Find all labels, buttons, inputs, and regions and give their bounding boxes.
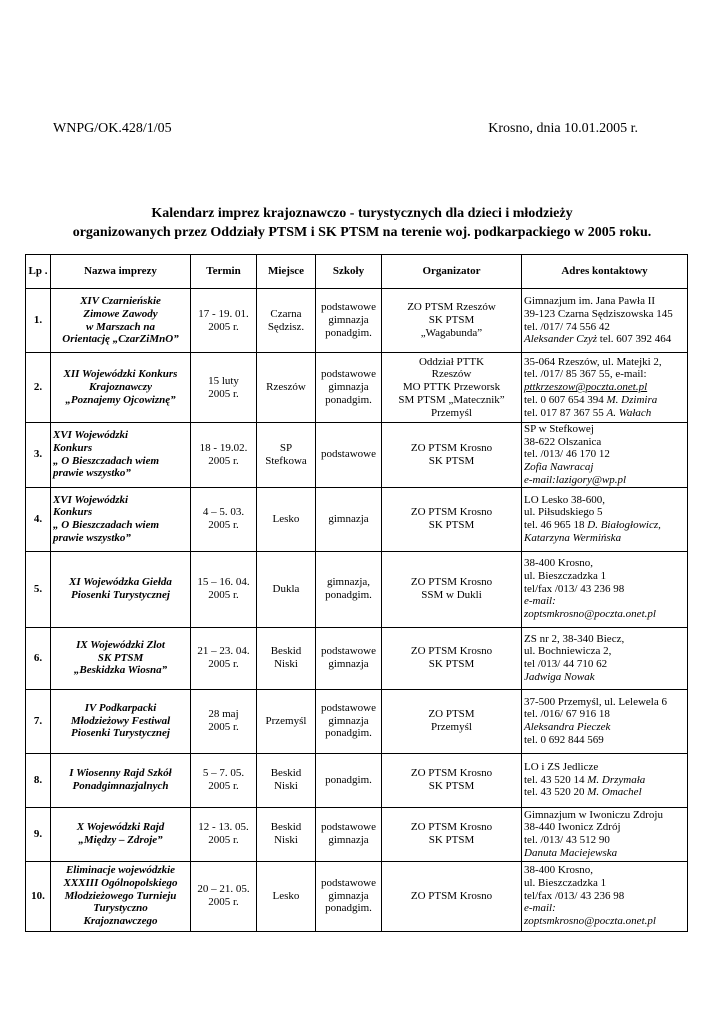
title-line-1: Kalendarz imprez krajoznawczo - turystycznych dla dzieci i młodzieży (151, 206, 573, 221)
organizer-cell (382, 689, 522, 753)
header-term: Termin (191, 255, 257, 289)
table-row (26, 689, 688, 753)
event-name-line: Turystyczno (93, 902, 148, 915)
contact-cell (522, 807, 688, 861)
contact-line: tel /013/ 44 710 62 (524, 658, 608, 671)
event-name-line: Ponadgimnazjalnych (72, 780, 169, 793)
schools-line: ponadgim. (325, 727, 372, 740)
table-row (26, 487, 688, 551)
events-calendar-table (25, 254, 688, 932)
term-cell (191, 689, 257, 753)
organizer-cell (382, 807, 522, 861)
schools-line: gimnazja (328, 658, 369, 671)
table-row (26, 861, 688, 931)
contact-line: tel. 0 607 654 394 M. Dzimira (524, 393, 658, 406)
term-line: 2005 r. (208, 519, 239, 532)
schools-line: gimnazja (328, 714, 369, 727)
schools-line: ponadgim. (325, 902, 372, 915)
schools-line: podstawowe (321, 876, 376, 889)
contact-line: zoptsmkrosno@poczta.onet.pl (524, 915, 656, 928)
term-line: 5 – 7. 05. (202, 767, 245, 780)
event-name-line: prawie wszystko” (53, 531, 131, 544)
schools-line: gimnazja (328, 889, 369, 902)
term-line: 4 – 5. 03. (202, 506, 245, 519)
place-line: Czarna (270, 307, 302, 320)
organizer-line: ZO PTSM Krosno (410, 442, 493, 455)
document-reference-number: WNPG/OK.428/1/05 (53, 121, 172, 136)
term-line: 15 luty (208, 374, 239, 387)
event-name-cell (51, 753, 191, 807)
contact-line: tel. /016/ 67 916 18 (524, 708, 610, 721)
contact-line: tel/fax /013/ 43 236 98 (524, 889, 625, 902)
schools-cell (316, 861, 382, 931)
schools-line: gimnazja (328, 512, 369, 525)
term-line: 2005 r. (208, 780, 239, 793)
organizer-cell (382, 861, 522, 931)
schools-line: gimnazja (328, 314, 369, 327)
title-line-2: organizowanych przez Oddziały PTSM i SK PTSM na terenie woj. podkarpackiego w 2005 roku. (72, 225, 652, 240)
contact-line: e-mail:lazigory@wp.pl (524, 473, 627, 486)
contact-line: 38-622 Olszanica (524, 435, 602, 448)
event-name-cell (51, 487, 191, 551)
contact-line: Gimnazjum im. Jana Pawła II (524, 295, 656, 308)
row-number: 9. (26, 807, 51, 861)
organizer-line: „Wagabunda” (420, 326, 483, 339)
row-number: 7. (26, 689, 51, 753)
organizer-line: MO PTTK Przeworsk (402, 381, 501, 394)
event-name-line: X Wojewódzki Rajd (76, 821, 165, 834)
organizer-line: Rzeszów (431, 368, 472, 381)
header-organizer: Organizator (382, 255, 522, 289)
contact-line: tel. /013/ 46 170 12 (524, 448, 610, 461)
organizer-line: SK PTSM (428, 314, 475, 327)
schools-cell (316, 487, 382, 551)
contact-line: LO Lesko 38-600, (524, 493, 605, 506)
schools-line: podstawowe (321, 448, 376, 461)
contact-line: Zofia Nawracaj (524, 461, 594, 474)
table-row (26, 807, 688, 861)
place-line: Przemyśl (265, 714, 307, 727)
term-line: 2005 r. (208, 589, 239, 602)
table-row (26, 753, 688, 807)
event-name-line: XIV Czarnieńskie (80, 295, 161, 308)
contact-line: SP w Stefkowej (524, 423, 594, 435)
header-lp: Lp . (26, 255, 51, 289)
event-name-line: w Marszach na (85, 320, 156, 333)
schools-line: gimnazja (328, 381, 369, 394)
place-line: Niski (274, 780, 298, 793)
event-name-line: IV Podkarpacki (84, 701, 157, 714)
event-name-line: Krajoznawczy (89, 381, 152, 394)
organizer-cell (382, 627, 522, 689)
organizer-cell (382, 753, 522, 807)
row-number: 2. (26, 353, 51, 423)
event-name-cell (51, 353, 191, 423)
row-number: 3. (26, 423, 51, 488)
contact-cell (522, 423, 688, 488)
contact-line: e-mail: (524, 595, 556, 608)
term-line: 15 – 16. 04. (197, 576, 250, 589)
place-cell (257, 487, 316, 551)
organizer-line: SK PTSM (428, 658, 475, 671)
event-name-cell (51, 289, 191, 353)
schools-line: podstawowe (321, 301, 376, 314)
schools-cell (316, 627, 382, 689)
term-line: 2005 r. (208, 721, 239, 734)
term-line: 2005 r. (208, 896, 239, 909)
schools-cell (316, 551, 382, 627)
table-body (26, 289, 688, 932)
contact-line: Aleksander Czyż tel. 607 392 464 (524, 333, 672, 346)
table-row (26, 353, 688, 423)
contact-line: 35-064 Rzeszów, ul. Matejki 2, (524, 355, 662, 368)
contact-line: tel. /017/ 74 556 42 (524, 320, 610, 333)
event-name-line: Konkurs (53, 442, 93, 455)
contact-line: tel/fax /013/ 43 236 98 (524, 582, 625, 595)
term-cell (191, 551, 257, 627)
contact-line: Aleksandra Pieczek (524, 721, 611, 734)
event-name-line: IX Wojewódzki Zlot (76, 638, 165, 651)
organizer-line: SK PTSM (428, 454, 475, 467)
place-cell (257, 861, 316, 931)
event-name-line: XXXIII Ogólnopolskiego (63, 876, 178, 889)
place-cell (257, 353, 316, 423)
event-name-line: XVI Wojewódzki (53, 493, 129, 506)
contact-cell (522, 753, 688, 807)
schools-line: ponadgim. (325, 589, 372, 602)
contact-line: 38-440 Iwonicz Zdrój (524, 821, 621, 834)
event-name-line: „ O Bieszczadach wiem (53, 519, 160, 532)
event-name-line: XII Wojewódzki Konkurs (63, 368, 178, 381)
event-name-cell (51, 551, 191, 627)
organizer-line: ZO PTSM Krosno (410, 767, 493, 780)
schools-line: ponadgim. (325, 393, 372, 406)
event-name-line: Piosenki Turystycznej (71, 727, 170, 740)
contact-line: Jadwiga Nowak (524, 670, 595, 683)
organizer-line: SK PTSM (428, 834, 475, 847)
event-name-line: Młodzieżowego Turnieju (64, 889, 177, 902)
header-event-name: Nazwa imprezy (51, 255, 191, 289)
contact-line: ul. Piłsudskiego 5 (524, 506, 603, 519)
contact-line: ul. Bieszczadzka 1 (524, 569, 607, 582)
organizer-line: Oddział PTTK (418, 355, 485, 368)
schools-line: gimnazja (328, 834, 369, 847)
place-line: SP (279, 442, 293, 455)
place-cell (257, 289, 316, 353)
organizer-cell (382, 487, 522, 551)
place-cell (257, 423, 316, 488)
contact-line: tel. 017 87 367 55 A. Wałach (524, 406, 652, 419)
term-line: 20 – 21. 05. (197, 883, 250, 896)
schools-cell (316, 289, 382, 353)
place-cell (257, 551, 316, 627)
term-cell (191, 423, 257, 488)
event-name-line: „ O Bieszczadach wiem (53, 454, 160, 467)
term-line: 17 - 19. 01. (198, 307, 249, 320)
term-line: 2005 r. (208, 834, 239, 847)
table-row (26, 551, 688, 627)
organizer-line: ZO PTSM Krosno (410, 889, 493, 902)
document-date: Krosno, dnia 10.01.2005 r. (488, 121, 638, 136)
place-line: Beskid (270, 821, 302, 834)
contact-line: 37-500 Przemyśl, ul. Lelewela 6 (524, 695, 667, 708)
place-line: Beskid (270, 767, 302, 780)
contact-cell (522, 861, 688, 931)
table-header-row (26, 255, 688, 289)
contact-cell (522, 627, 688, 689)
place-line: Lesko (272, 512, 300, 525)
event-name-line: Konkurs (53, 506, 93, 519)
contact-cell (522, 551, 688, 627)
organizer-line: SSM w Dukli (421, 589, 482, 602)
place-cell (257, 753, 316, 807)
organizer-line: SK PTSM (428, 519, 475, 532)
table-row (26, 289, 688, 353)
place-line: Stefkowa (265, 454, 307, 467)
row-number: 6. (26, 627, 51, 689)
event-name-line: Orientację „CzarZiMnO” (62, 333, 179, 346)
contact-line: ZS nr 2, 38-340 Biecz, (524, 632, 625, 645)
contact-line: 39-123 Czarna Sędziszowska 145 (524, 307, 673, 320)
place-cell (257, 689, 316, 753)
place-line: Rzeszów (266, 381, 306, 394)
contact-line: 38-400 Krosno, (524, 557, 594, 570)
contact-line: tel. /013/ 43 512 90 (524, 834, 610, 847)
schools-cell (316, 807, 382, 861)
contact-line: Katarzyna Wermińska (524, 531, 622, 544)
place-line: Beskid (270, 645, 302, 658)
contact-line: ul. Bochniewicza 2, (524, 645, 612, 658)
organizer-line: ZO PTSM Krosno (410, 506, 493, 519)
row-number: 5. (26, 551, 51, 627)
term-line: 2005 r. (208, 658, 239, 671)
term-line: 2005 r. (208, 320, 239, 333)
term-line: 12 - 13. 05. (198, 821, 249, 834)
term-cell (191, 289, 257, 353)
schools-cell (316, 423, 382, 488)
place-line: Lesko (272, 889, 300, 902)
contact-line: 38-400 Krosno, (524, 864, 594, 877)
contact-line: tel. 0 692 844 569 (524, 733, 604, 746)
schools-line: podstawowe (321, 645, 376, 658)
schools-line: podstawowe (321, 821, 376, 834)
header-schools: Szkoły (316, 255, 382, 289)
event-name-cell (51, 423, 191, 488)
term-line: 18 - 19.02. (199, 442, 248, 455)
contact-line: Danuta Maciejewska (524, 846, 618, 859)
event-name-line: prawie wszystko” (53, 467, 131, 480)
organizer-line: SK PTSM (428, 780, 475, 793)
event-name-line: „Między – Zdroje” (78, 834, 163, 847)
event-name-line: Młodzieżowy Festiwal (70, 714, 171, 727)
term-cell (191, 627, 257, 689)
organizer-line: ZO PTSM Krosno (410, 821, 493, 834)
schools-cell (316, 753, 382, 807)
table-row (26, 627, 688, 689)
schools-cell (316, 689, 382, 753)
schools-line: ponadgim. (325, 326, 372, 339)
term-cell (191, 861, 257, 931)
event-name-line: I Wiosenny Rajd Szkół (69, 767, 172, 780)
term-cell (191, 807, 257, 861)
organizer-line: ZO PTSM (428, 708, 475, 721)
contact-line: e-mail: (524, 902, 556, 915)
organizer-line: ZO PTSM Rzeszów (407, 301, 496, 314)
event-name-cell (51, 861, 191, 931)
contact-line: LO i ZS Jedlicze (524, 760, 599, 773)
schools-line: gimnazja, (326, 576, 371, 589)
organizer-cell (382, 289, 522, 353)
row-number: 10. (26, 861, 51, 931)
row-number: 1. (26, 289, 51, 353)
schools-line: podstawowe (321, 368, 376, 381)
term-line: 28 maj (208, 708, 239, 721)
event-name-line: Zimowe Zawody (83, 307, 158, 320)
organizer-cell (382, 423, 522, 488)
event-name-line: „Poznajemy Ojcowiznę” (65, 393, 176, 406)
event-name-cell (51, 689, 191, 753)
event-name-line: „Beskidzka Wiosna” (73, 664, 168, 677)
contact-line: Gimnazjum w Iwoniczu Zdroju (524, 808, 663, 821)
schools-line: ponadgim. (325, 773, 372, 786)
term-cell (191, 353, 257, 423)
header-contact: Adres kontaktowy (522, 255, 688, 289)
header-place: Miejsce (257, 255, 316, 289)
row-number: 8. (26, 753, 51, 807)
schools-line: podstawowe (321, 701, 376, 714)
contact-line: tel. /017/ 85 367 55, e-mail: (524, 368, 647, 381)
term-line: 2005 r. (208, 387, 239, 400)
contact-line: tel. 46 965 18 D. Białogłowicz, (524, 519, 661, 532)
event-name-line: Piosenki Turystycznej (71, 589, 170, 602)
organizer-line: Przemyśl (431, 406, 472, 419)
contact-cell (522, 487, 688, 551)
event-name-line: Eliminacje wojewódzkie (65, 864, 176, 877)
event-name-cell (51, 627, 191, 689)
organizer-line: Przemyśl (431, 721, 472, 734)
place-cell (257, 807, 316, 861)
organizer-line: ZO PTSM Krosno (410, 576, 493, 589)
contact-email-link[interactable]: pttkrzeszow@poczta.onet.pl (524, 381, 648, 394)
event-name-line: XI Wojewódzka Giełda (69, 576, 172, 589)
event-name-line: Krajoznawczego (83, 915, 158, 928)
place-line: Niski (274, 834, 298, 847)
organizer-line: ZO PTSM Krosno (410, 645, 493, 658)
place-line: Sędzisz. (267, 320, 305, 333)
contact-line: tel. 43 520 20 M. Omachel (524, 786, 642, 799)
place-cell (257, 627, 316, 689)
contact-cell (522, 289, 688, 353)
event-name-cell (51, 807, 191, 861)
contact-line: tel. 43 520 14 M. Drzymała (524, 773, 646, 786)
contact-cell (522, 353, 688, 423)
term-line: 21 – 23. 04. (197, 645, 250, 658)
contact-line: ul. Bieszczadzka 1 (524, 876, 607, 889)
table-row (26, 423, 688, 488)
organizer-line: SM PTSM „Matecznik” (398, 393, 505, 406)
term-cell (191, 753, 257, 807)
place-line: Dukla (272, 582, 300, 595)
contact-line: zoptsmkrosno@poczta.onet.pl (524, 608, 656, 621)
schools-cell (316, 353, 382, 423)
term-cell (191, 487, 257, 551)
event-name-line: SK PTSM (97, 651, 144, 664)
row-number: 4. (26, 487, 51, 551)
term-line: 2005 r. (208, 454, 239, 467)
contact-cell (522, 689, 688, 753)
place-line: Niski (274, 658, 298, 671)
event-name-line: XVI Wojewódzki (53, 429, 129, 442)
organizer-cell (382, 353, 522, 423)
organizer-cell (382, 551, 522, 627)
document-title (0, 204, 724, 242)
